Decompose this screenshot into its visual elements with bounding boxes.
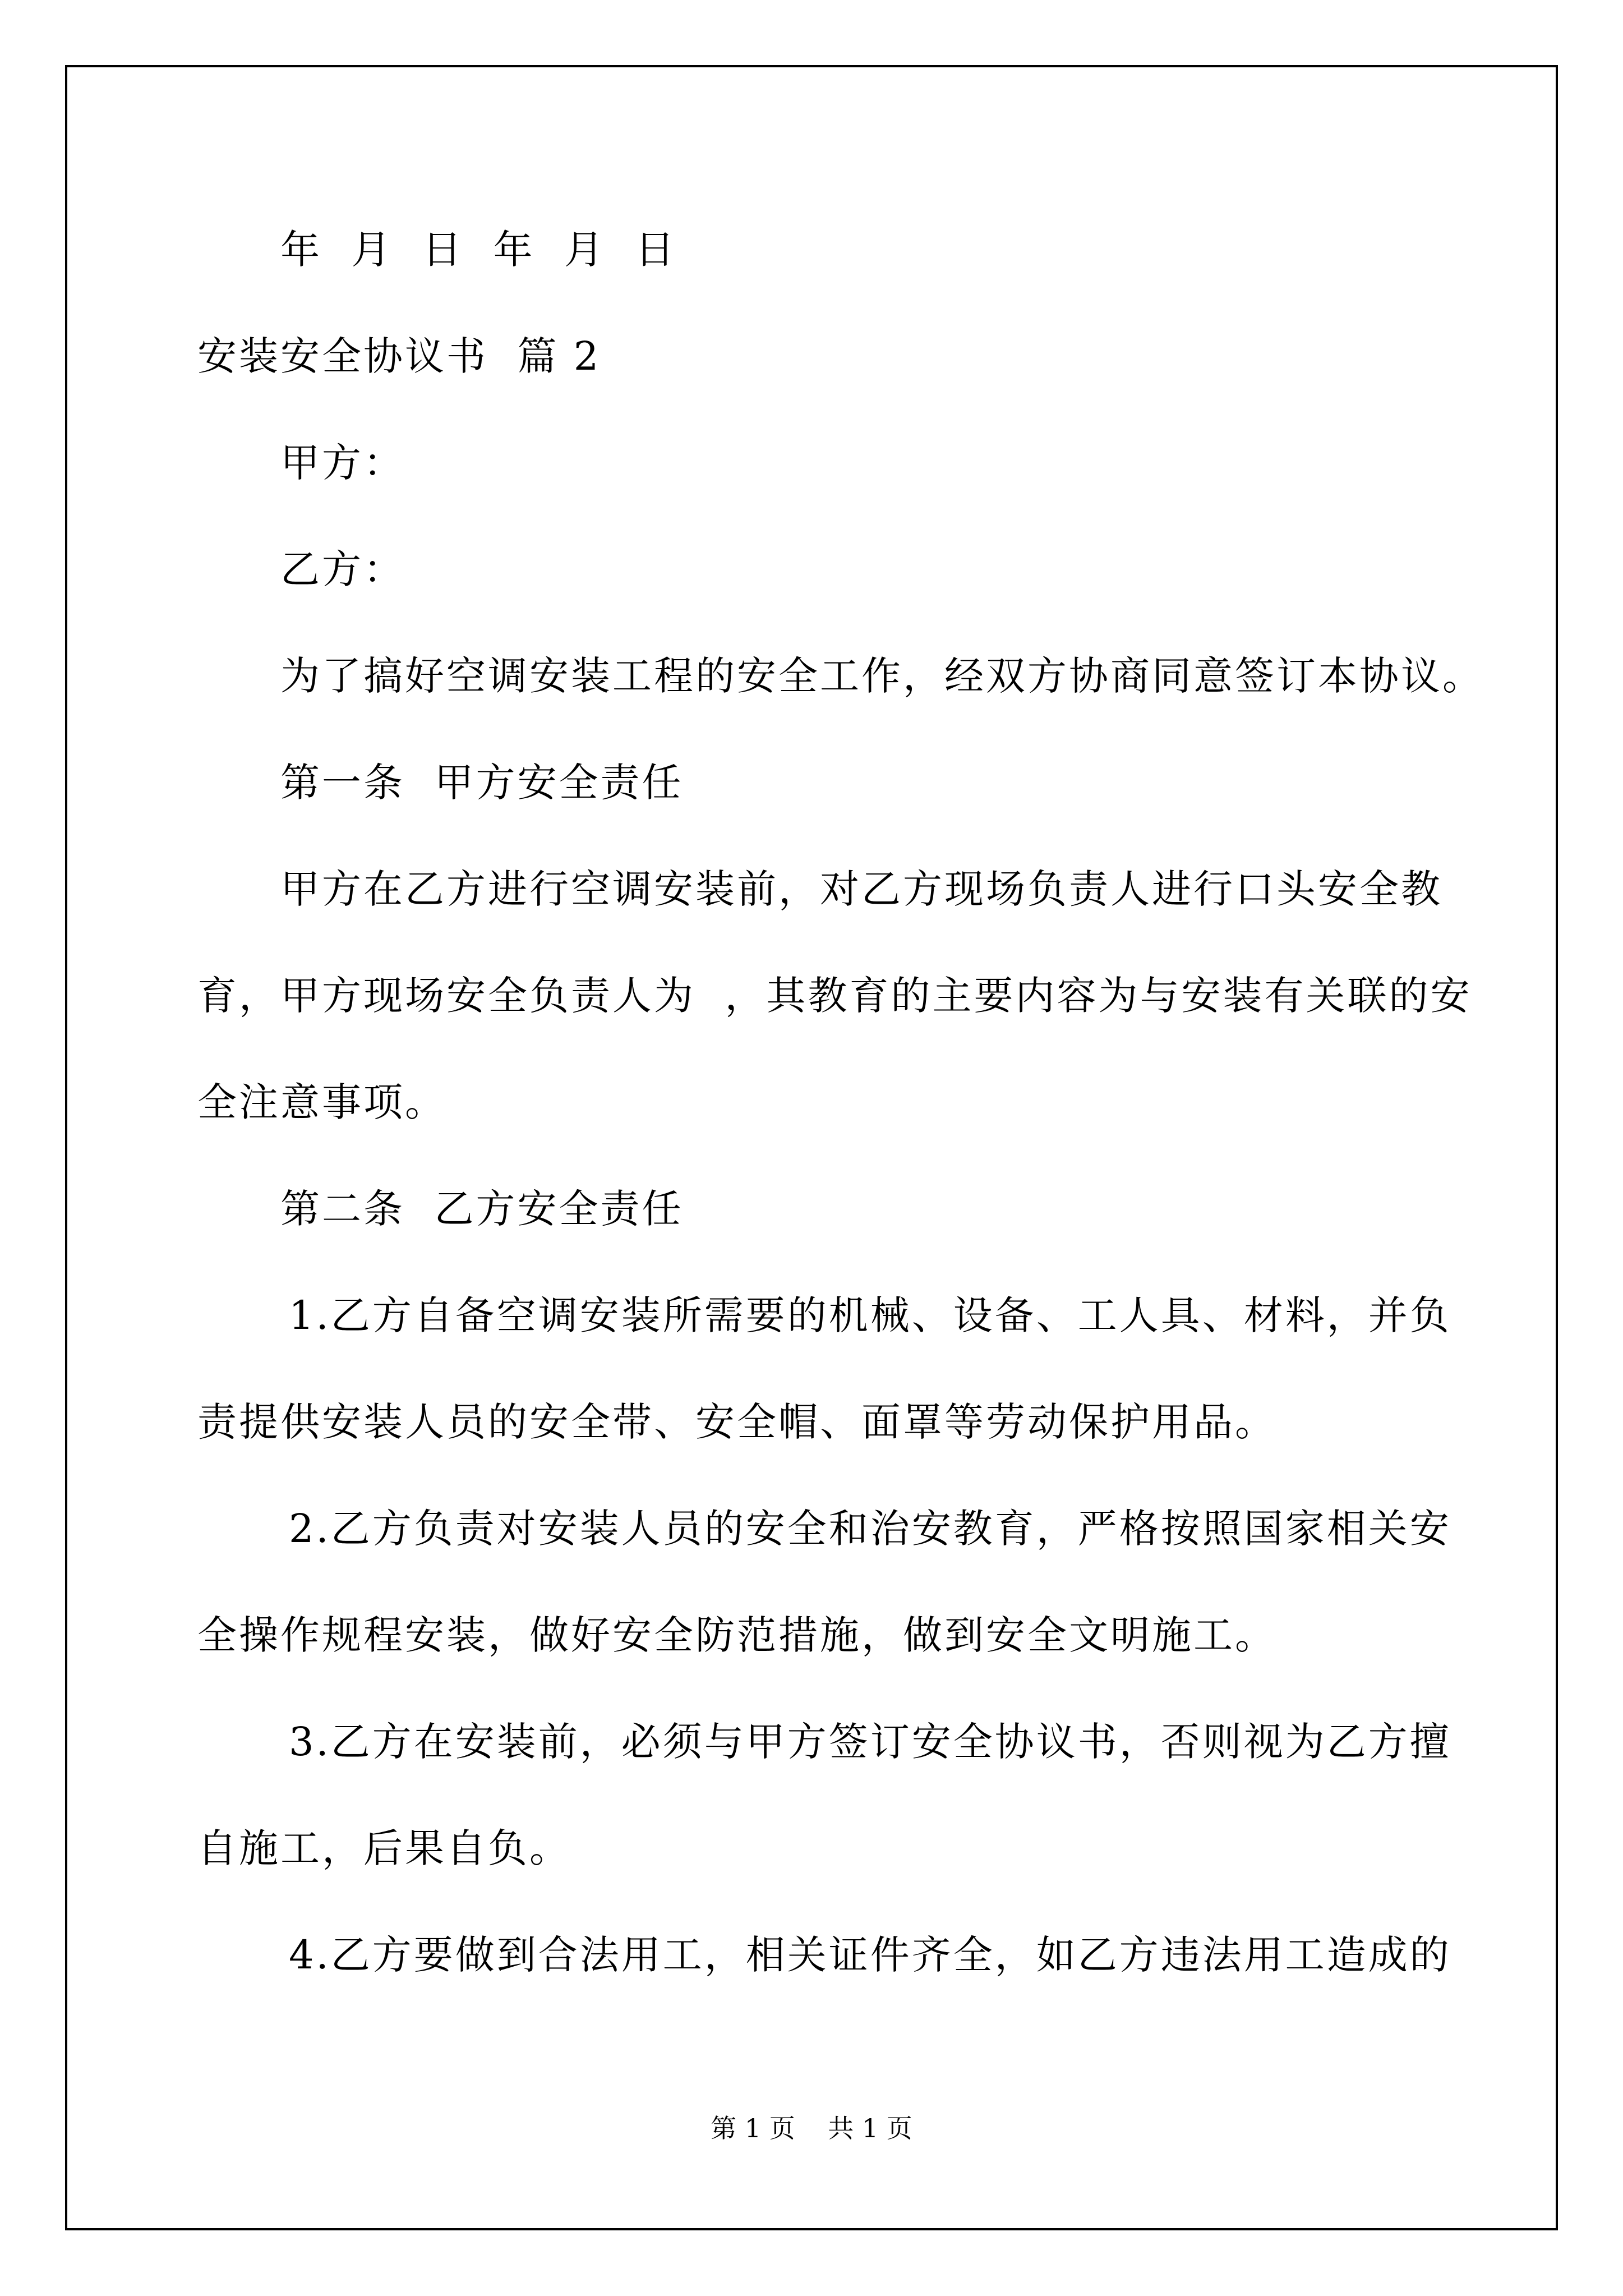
article-1-text-line-2: 育，甲方现场安全负责人为 ，其教育的主要内容为与安装有关联的安	[197, 973, 1472, 1019]
clause-2-line-1: 2.乙方负责对安装人员的安全和治安教育，严格按照国家相关安	[289, 1506, 1451, 1552]
section-title: 安装安全协议书 篇 2	[197, 333, 601, 379]
article-2-heading: 第二条 乙方安全责任	[280, 1186, 684, 1232]
clause-4-line-1: 4.乙方要做到合法用工，相关证件齐全，如乙方违法用工造成的	[289, 1932, 1451, 1978]
page-footer: 第 1 页 共 1 页	[711, 2113, 912, 2143]
intro-paragraph: 为了搞好空调安装工程的安全工作，经双方协商同意签订本协议。	[280, 653, 1484, 699]
clause-2-line-2: 全操作规程安装，做好安全防范措施，做到安全文明施工。	[197, 1612, 1276, 1658]
page-border	[65, 65, 1558, 2230]
article-1-heading: 第一条 甲方安全责任	[280, 760, 684, 806]
date-line: 年 月 日 年 月 日	[280, 227, 677, 273]
party-a-label: 甲方：	[280, 440, 405, 486]
clause-1-line-2: 责提供安装人员的安全带、安全帽、面罩等劳动保护用品。	[197, 1399, 1276, 1445]
article-1-text-line-1: 甲方在乙方进行空调安装前，对乙方现场负责人进行口头安全教	[280, 866, 1442, 912]
clause-3-line-2: 自施工，后果自负。	[197, 1825, 571, 1871]
article-1-text-line-3: 全注意事项。	[197, 1079, 446, 1125]
party-b-label: 乙方：	[280, 546, 405, 592]
clause-1-line-1: 1.乙方自备空调安装所需要的机械、设备、工人具、材料，并负	[289, 1292, 1451, 1338]
clause-3-line-1: 3.乙方在安装前，必须与甲方签订安全协议书，否则视为乙方擅	[289, 1719, 1451, 1765]
